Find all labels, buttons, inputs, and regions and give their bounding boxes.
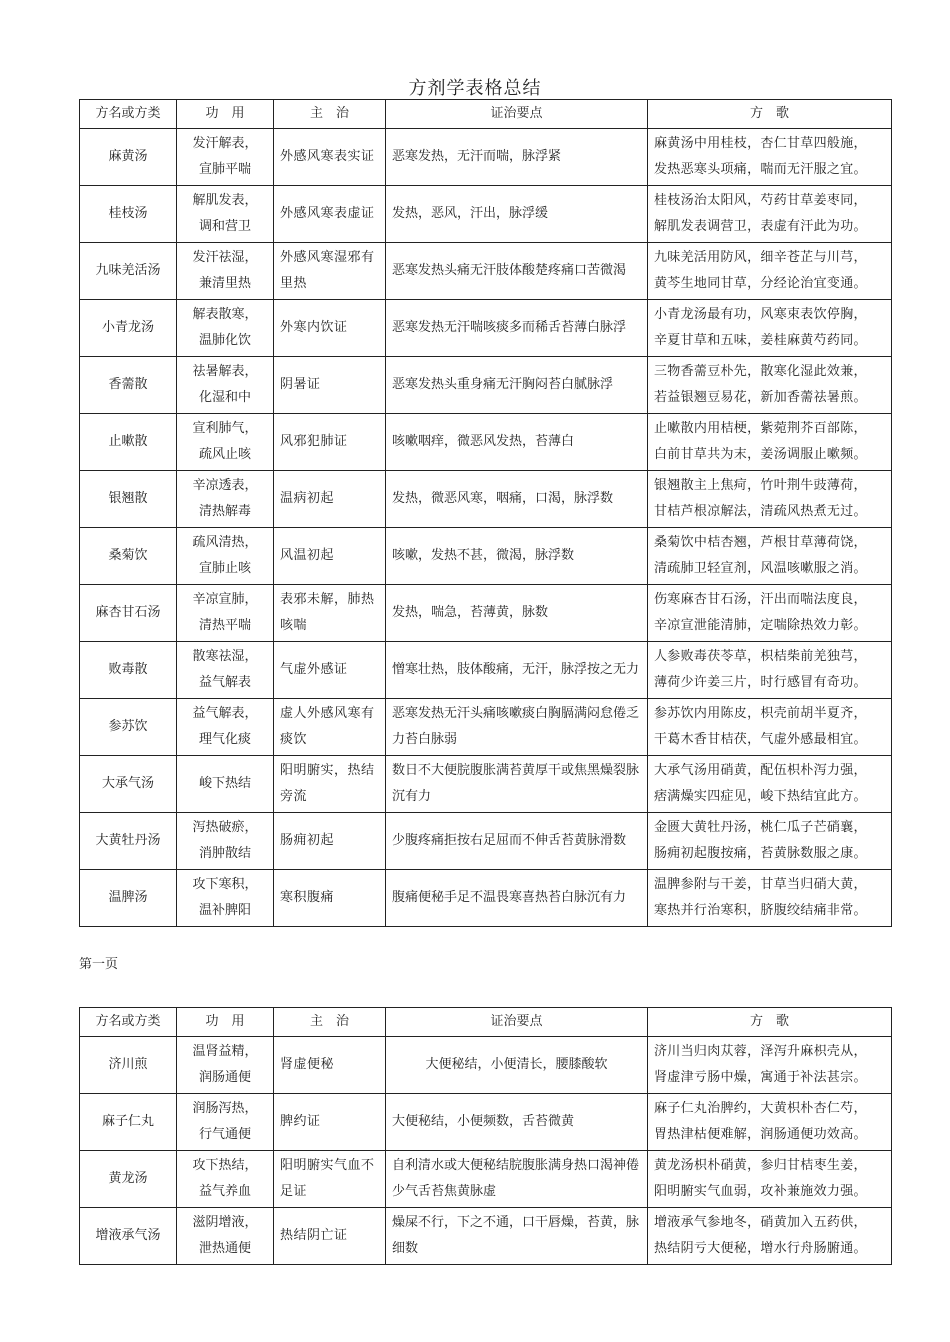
- formula-song-cell: 大承气汤用硝黄，配伍枳朴泻力强， 痞满燥实四症见，峻下热结宜此方。: [648, 756, 892, 813]
- formula-name-cell: 麻黄汤: [80, 129, 177, 186]
- table-header-row: [80, 100, 892, 129]
- function-cell: 解表散寒， 温肺化饮: [177, 300, 274, 357]
- table-row: [80, 129, 892, 186]
- function-cell: 解肌发表， 调和营卫: [177, 186, 274, 243]
- table-row: [80, 870, 892, 927]
- formula-name-cell: 止嗽散: [80, 414, 177, 471]
- key-points-cell: 憎寒壮热，肢体酸痛，无汗，脉浮按之无力: [386, 642, 648, 699]
- indication-cell: 外感风寒湿邪有里热: [274, 243, 386, 300]
- formula-song-cell: 参苏饮内用陈皮，枳壳前胡半夏齐， 干葛木香甘桔茯，气虚外感最相宜。: [648, 699, 892, 756]
- formula-song-cell: 济川当归肉苁蓉，泽泻升麻枳壳从， 肾虚津亏肠中燥，寓通于补法甚宗。: [648, 1037, 892, 1094]
- table-row: [80, 528, 892, 585]
- key-points-cell: 发热，喘急，苔薄黄，脉数: [386, 585, 648, 642]
- indication-cell: 阳明腑实，热结旁流: [274, 756, 386, 813]
- formula-table-1: [79, 99, 892, 927]
- indication-cell: 温病初起: [274, 471, 386, 528]
- indication-cell: 肠痈初起: [274, 813, 386, 870]
- table-row: [80, 471, 892, 528]
- formula-song-cell: 桂枝汤治太阳风，芍药甘草姜枣同， 解肌发表调营卫，表虚有汗此为功。: [648, 186, 892, 243]
- indication-cell: 气虚外感证: [274, 642, 386, 699]
- function-cell: 泻热破瘀， 消肿散结: [177, 813, 274, 870]
- formula-name-cell: 麻子仁丸: [80, 1094, 177, 1151]
- formula-song-cell: 人参败毒茯苓草，枳桔柴前羌独芎， 薄荷少许姜三片，时行感冒有奇功。: [648, 642, 892, 699]
- formula-song-cell: 黄龙汤枳朴硝黄，参归甘桔枣生姜， 阳明腑实气血弱，攻补兼施效力强。: [648, 1151, 892, 1208]
- function-cell: 益气解表， 理气化痰: [177, 699, 274, 756]
- indication-cell: 肾虚便秘: [274, 1037, 386, 1094]
- indication-cell: 表邪未解，肺热咳喘: [274, 585, 386, 642]
- table-row: [80, 1094, 892, 1151]
- function-cell: 温肾益精， 润肠通便: [177, 1037, 274, 1094]
- function-cell: 疏风清热， 宣肺止咳: [177, 528, 274, 585]
- table-row: [80, 186, 892, 243]
- table-row: [80, 357, 892, 414]
- indication-cell: 寒积腹痛: [274, 870, 386, 927]
- indication-cell: 风邪犯肺证: [274, 414, 386, 471]
- indication-cell: 阳明腑实气血不足证: [274, 1151, 386, 1208]
- formula-song-cell: 温脾参附与干姜，甘草当归硝大黄， 寒热并行治寒积，脐腹绞结痛非常。: [648, 870, 892, 927]
- key-points-cell: 数日不大便脘腹胀满苔黄厚干或焦黑燥裂脉沉有力: [386, 756, 648, 813]
- key-points-cell: 恶寒发热无汗头痛咳嗽痰白胸膈满闷怠倦乏力苔白脉弱: [386, 699, 648, 756]
- formula-table-2: [79, 1007, 892, 1265]
- key-points-cell: 自利清水或大便秘结脘腹胀满身热口渴神倦少气舌苔焦黄脉虚: [386, 1151, 648, 1208]
- header-indication: 主 治: [274, 1008, 386, 1037]
- key-points-cell: 腹痛便秘手足不温畏寒喜热苔白脉沉有力: [386, 870, 648, 927]
- formula-name-cell: 温脾汤: [80, 870, 177, 927]
- formula-song-cell: 小青龙汤最有功，风寒束表饮停胸， 辛夏甘草和五味，姜桂麻黄芍药同。: [648, 300, 892, 357]
- table-body-2: [80, 1037, 892, 1265]
- table-row: [80, 414, 892, 471]
- formula-name-cell: 桑菊饮: [80, 528, 177, 585]
- formula-song-cell: 九味羌活用防风，细辛苍芷与川芎， 黄芩生地同甘草，分经论治宜变通。: [648, 243, 892, 300]
- formula-name-cell: 参苏饮: [80, 699, 177, 756]
- header-formula-name: 方名或方类: [80, 100, 177, 129]
- key-points-cell: 发热，恶风，汗出，脉浮缓: [386, 186, 648, 243]
- key-points-cell: 发热，微恶风寒，咽痛，口渴，脉浮数: [386, 471, 648, 528]
- key-points-cell: 咳嗽，发热不甚，微渴，脉浮数: [386, 528, 648, 585]
- function-cell: 祛暑解表， 化湿和中: [177, 357, 274, 414]
- indication-cell: 风温初起: [274, 528, 386, 585]
- indication-cell: 热结阴亡证: [274, 1208, 386, 1265]
- function-cell: 散寒祛湿， 益气解表: [177, 642, 274, 699]
- table-header-row: [80, 1008, 892, 1037]
- formula-song-cell: 增液承气参地冬，硝黄加入五药供， 热结阴亏大便秘，增水行舟肠腑通。: [648, 1208, 892, 1265]
- indication-cell: 阴暑证: [274, 357, 386, 414]
- function-cell: 发汗解表， 宣肺平喘: [177, 129, 274, 186]
- table-row: [80, 642, 892, 699]
- indication-cell: 外感风寒表虚证: [274, 186, 386, 243]
- formula-name-cell: 济川煎: [80, 1037, 177, 1094]
- formula-name-cell: 银翘散: [80, 471, 177, 528]
- function-cell: 攻下寒积， 温补脾阳: [177, 870, 274, 927]
- formula-name-cell: 桂枝汤: [80, 186, 177, 243]
- key-points-cell: 少腹疼痛拒按右足屈而不伸舌苔黄脉滑数: [386, 813, 648, 870]
- page-footer: 第一页: [79, 957, 119, 972]
- table-row: [80, 1037, 892, 1094]
- function-cell: 峻下热结: [177, 756, 274, 813]
- formula-song-cell: 银翘散主上焦疴，竹叶荆牛豉薄荷， 甘桔芦根凉解法，清疏风热煮无过。: [648, 471, 892, 528]
- function-cell: 辛凉透表， 清热解毒: [177, 471, 274, 528]
- function-cell: 滋阴增液， 泄热通便: [177, 1208, 274, 1265]
- key-points-cell: 恶寒发热头重身痛无汗胸闷苔白腻脉浮: [386, 357, 648, 414]
- formula-name-cell: 大承气汤: [80, 756, 177, 813]
- formula-name-cell: 败毒散: [80, 642, 177, 699]
- table-row: [80, 813, 892, 870]
- key-points-cell: 恶寒发热头痛无汗肢体酸楚疼痛口苦微渴: [386, 243, 648, 300]
- indication-cell: 外感风寒表实证: [274, 129, 386, 186]
- indication-cell: 虚人外感风寒有痰饮: [274, 699, 386, 756]
- formula-name-cell: 香薷散: [80, 357, 177, 414]
- table-row: [80, 585, 892, 642]
- key-points-cell: 恶寒发热无汗喘咳痰多而稀舌苔薄白脉浮: [386, 300, 648, 357]
- formula-name-cell: 大黄牡丹汤: [80, 813, 177, 870]
- header-formula-song: 方 歌: [648, 100, 892, 129]
- formula-name-cell: 九味羌活汤: [80, 243, 177, 300]
- formula-song-cell: 桑菊饮中桔杏翘，芦根甘草薄荷饶， 清疏肺卫轻宣剂，风温咳嗽服之消。: [648, 528, 892, 585]
- formula-song-cell: 麻子仁丸治脾约，大黄枳朴杏仁芍， 胃热津枯便难解，润肠通便功效高。: [648, 1094, 892, 1151]
- formula-name-cell: 黄龙汤: [80, 1151, 177, 1208]
- formula-song-cell: 伤寒麻杏甘石汤，汗出而喘法度良， 辛凉宣泄能清肺，定喘除热效力彰。: [648, 585, 892, 642]
- formula-song-cell: 止嗽散内用桔梗，紫菀荆芥百部陈， 白前甘草共为末，姜汤调服止嗽频。: [648, 414, 892, 471]
- table-row: [80, 756, 892, 813]
- header-function: 功 用: [177, 100, 274, 129]
- key-points-cell: 恶寒发热，无汗而喘，脉浮紧: [386, 129, 648, 186]
- function-cell: 攻下热结， 益气养血: [177, 1151, 274, 1208]
- table-row: [80, 699, 892, 756]
- table-body-1: [80, 129, 892, 927]
- indication-cell: 脾约证: [274, 1094, 386, 1151]
- table-row: [80, 243, 892, 300]
- table-row: [80, 300, 892, 357]
- formula-name-cell: 增液承气汤: [80, 1208, 177, 1265]
- header-formula-name: 方名或方类: [80, 1008, 177, 1037]
- header-indication: 主 治: [274, 100, 386, 129]
- table-row: [80, 1151, 892, 1208]
- key-points-cell: 大便秘结，小便频数，舌苔微黄: [386, 1094, 648, 1151]
- formula-song-cell: 金匮大黄牡丹汤，桃仁瓜子芒硝襄， 肠痈初起腹按痛，苔黄脉数服之康。: [648, 813, 892, 870]
- header-key-points: 证治要点: [386, 100, 648, 129]
- formula-name-cell: 小青龙汤: [80, 300, 177, 357]
- header-function: 功 用: [177, 1008, 274, 1037]
- key-points-cell: 大便秘结，小便清长，腰膝酸软: [386, 1037, 648, 1094]
- formula-song-cell: 三物香薷豆朴先，散寒化湿此效兼， 若益银翘豆易花，新加香薷祛暑煎。: [648, 357, 892, 414]
- header-key-points: 证治要点: [386, 1008, 648, 1037]
- key-points-cell: 咳嗽咽痒，微恶风发热，苔薄白: [386, 414, 648, 471]
- function-cell: 宣利肺气， 疏风止咳: [177, 414, 274, 471]
- table-row: [80, 1208, 892, 1265]
- function-cell: 辛凉宣肺， 清热平喘: [177, 585, 274, 642]
- page-title: 方剂学表格总结: [408, 78, 542, 99]
- formula-name-cell: 麻杏甘石汤: [80, 585, 177, 642]
- function-cell: 润肠泻热， 行气通便: [177, 1094, 274, 1151]
- key-points-cell: 燥屎不行，下之不通，口干唇燥，苔黄，脉细数: [386, 1208, 648, 1265]
- function-cell: 发汗祛湿， 兼清里热: [177, 243, 274, 300]
- header-formula-song: 方 歌: [648, 1008, 892, 1037]
- formula-song-cell: 麻黄汤中用桂枝，杏仁甘草四般施， 发热恶寒头项痛，喘而无汗服之宜。: [648, 129, 892, 186]
- indication-cell: 外寒内饮证: [274, 300, 386, 357]
